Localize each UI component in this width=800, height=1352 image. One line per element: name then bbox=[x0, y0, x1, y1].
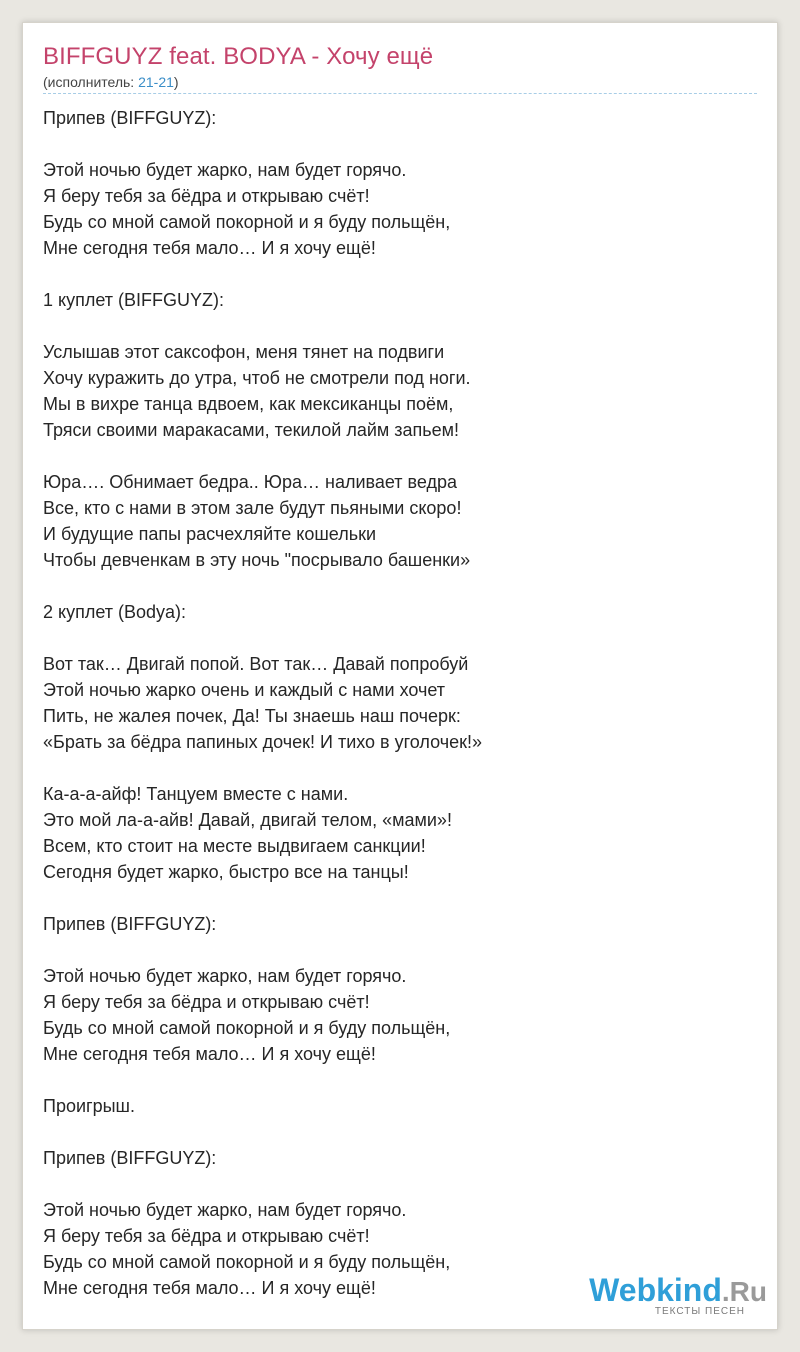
lyric-line: Мы в вихре танца вдвоем, как мексиканцы поём, bbox=[43, 394, 454, 414]
lyric-line: Ка-а-а-айф! Танцуем вместе с нами. bbox=[43, 784, 349, 804]
lyric-line: Тряси своими маракасами, текилой лайм запьем! bbox=[43, 420, 460, 440]
lyric-line: Чтобы девченкам в эту ночь "посрывало башенки» bbox=[43, 550, 471, 570]
title-divider bbox=[43, 93, 757, 94]
stanza-gap bbox=[43, 1171, 482, 1197]
lyric-line: Все, кто с нами в этом зале будут пьяными скоро! bbox=[43, 498, 462, 518]
logo-tagline: ТЕКСТЫ ПЕСЕН bbox=[654, 1306, 745, 1317]
artist-line bbox=[43, 74, 179, 90]
lyric-line: Юра…. Обнимает бедра.. Юра… наливает ведра bbox=[43, 472, 458, 492]
lyric-line: Этой ночью будет жарко, нам будет горячо. bbox=[43, 966, 407, 986]
stanza-gap bbox=[43, 1067, 482, 1093]
artist-suffix: ) bbox=[173, 74, 179, 90]
stanza-gap bbox=[43, 573, 482, 599]
stanza-gap bbox=[43, 625, 482, 651]
logo-wordmark bbox=[589, 1274, 767, 1308]
stanza-gap bbox=[43, 443, 482, 469]
lyrics-card bbox=[22, 22, 778, 1330]
lyric-line: Я беру тебя за бёдра и открываю счёт! bbox=[43, 992, 370, 1012]
lyric-line: Будь со мной самой покорной и я буду польщён, bbox=[43, 1018, 451, 1038]
lyric-line: Будь со мной самой покорной и я буду польщён, bbox=[43, 1252, 451, 1272]
lyric-line: Хочу куражить до утра, чтоб не смотрели под ноги. bbox=[43, 368, 471, 388]
lyric-line: 1 куплет (BIFFGUYZ): bbox=[43, 290, 224, 310]
lyric-line: Мне сегодня тебя мало… И я хочу ещё! bbox=[43, 238, 376, 258]
stanza-gap bbox=[43, 131, 482, 157]
lyric-line: Припев (BIFFGUYZ): bbox=[43, 108, 217, 128]
lyric-line: Мне сегодня тебя мало… И я хочу ещё! bbox=[43, 1044, 376, 1064]
stanza-gap bbox=[43, 313, 482, 339]
stanza-gap bbox=[43, 1119, 482, 1145]
artist-link[interactable]: 21-21 bbox=[138, 74, 174, 90]
lyric-line: Проигрыш. bbox=[43, 1096, 135, 1116]
lyric-line: Это мой ла-а-айв! Давай, двигай телом, «мами»! bbox=[43, 810, 452, 830]
lyric-line: Услышав этот саксофон, меня тянет на подвиги bbox=[43, 342, 445, 362]
stanza-gap bbox=[43, 755, 482, 781]
lyric-line: Пить, не жалея почек, Да! Ты знаешь наш почерк: bbox=[43, 706, 461, 726]
lyric-line: Я беру тебя за бёдра и открываю счёт! bbox=[43, 1226, 370, 1246]
lyric-line: И будущие папы расчехляйте кошельки bbox=[43, 524, 376, 544]
artist-prefix: (исполнитель: bbox=[43, 74, 139, 90]
stanza-gap bbox=[43, 261, 482, 287]
lyric-line: Мне сегодня тебя мало… И я хочу ещё! bbox=[43, 1278, 376, 1298]
lyric-line: Всем, кто стоит на месте выдвигаем санкции! bbox=[43, 836, 426, 856]
lyric-line: Этой ночью будет жарко, нам будет горячо. bbox=[43, 160, 407, 180]
lyric-line: Этой ночью будет жарко, нам будет горячо. bbox=[43, 1200, 407, 1220]
lyric-line: Сегодня будет жарко, быстро все на танцы! bbox=[43, 862, 409, 882]
stanza-gap bbox=[43, 885, 482, 911]
lyric-line: Припев (BIFFGUYZ): bbox=[43, 1148, 217, 1168]
lyric-line: 2 куплет (Bodya): bbox=[43, 602, 187, 622]
site-logo[interactable] bbox=[589, 1274, 767, 1317]
lyric-line: «Брать за бёдра папиных дочек! И тихо в уголочек!» bbox=[43, 732, 482, 752]
lyric-line: Вот так… Двигай попой. Вот так… Давай попробуй bbox=[43, 654, 469, 674]
logo-tld: .Ru bbox=[721, 1276, 767, 1307]
logo-name: Webkind bbox=[589, 1272, 722, 1308]
lyric-line: Припев (BIFFGUYZ): bbox=[43, 914, 217, 934]
song-title: BIFFGUYZ feat. BODYA - Хочу ещё bbox=[43, 43, 434, 70]
stanza-gap bbox=[43, 937, 482, 963]
lyric-line: Этой ночью жарко очень и каждый с нами хочет bbox=[43, 680, 446, 700]
lyrics-body bbox=[43, 105, 482, 1301]
lyric-line: Я беру тебя за бёдра и открываю счёт! bbox=[43, 186, 370, 206]
lyric-line: Будь со мной самой покорной и я буду польщён, bbox=[43, 212, 451, 232]
